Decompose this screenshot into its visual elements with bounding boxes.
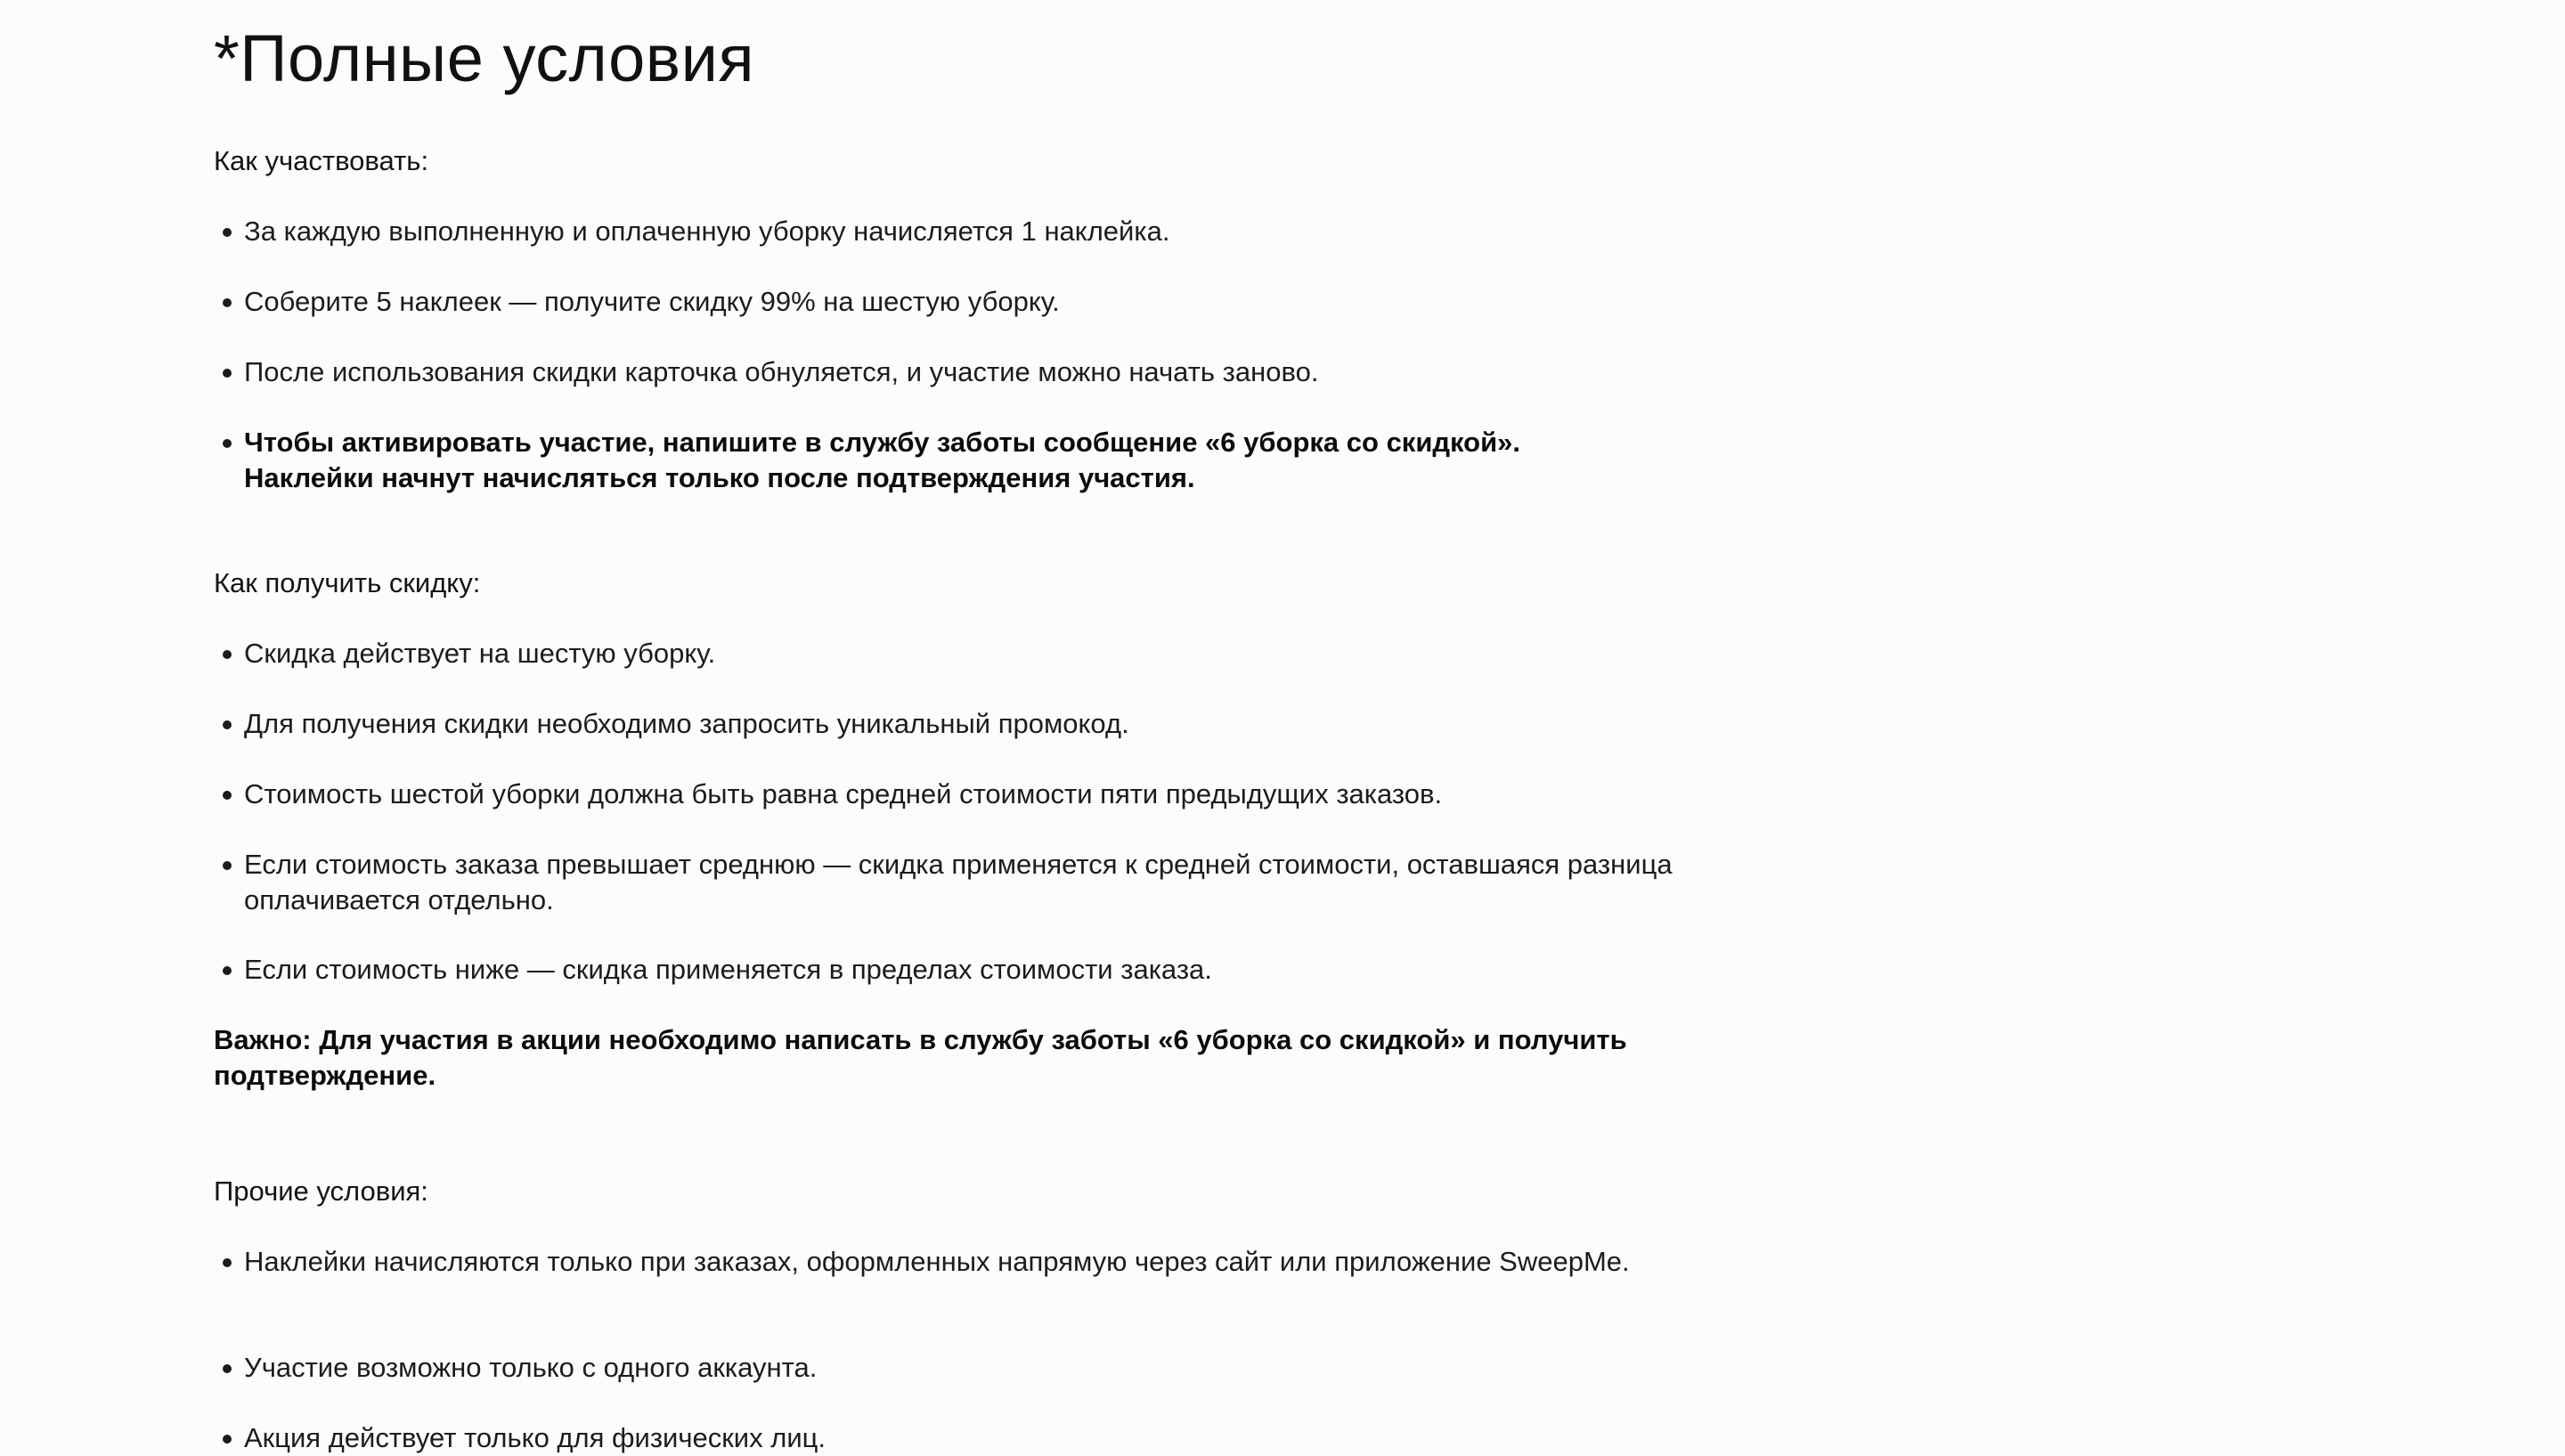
list-item-text: Для получения скидки необходимо запросить уникальный промокод.	[244, 708, 1129, 739]
list-item-text: Акция действует только для физических лиц.	[244, 1422, 826, 1453]
bullet-icon	[223, 1364, 232, 1373]
section-heading-discount: Как получить скидку:	[214, 567, 481, 598]
bullet-icon	[223, 439, 232, 448]
list-item-text: Скидка действует на шестую уборку.	[244, 638, 716, 669]
list-item	[214, 952, 1746, 988]
bullet-icon	[223, 720, 232, 729]
list-item	[214, 1244, 1674, 1280]
list-item-text: За каждую выполненную и оплаченную уборку начисляется 1 наклейка.	[244, 216, 1170, 247]
list-item	[214, 1350, 1746, 1386]
list-item-text: Участие возможно только с одного аккаунта.	[244, 1352, 818, 1383]
bullet-icon	[223, 1258, 232, 1267]
list-item	[214, 847, 1746, 918]
bullet-icon	[223, 369, 232, 378]
list-item-text: Наклейки начисляются только при заказах, оформленных напрямую через сайт или приложение SweepMe.	[244, 1246, 1630, 1277]
list-item-text: Если стоимость заказа превышает среднюю — скидка применяется к средней стоимости, оставшаяся разница оплачивается отдельно.	[244, 849, 1673, 915]
section-heading-other: Прочие условия:	[214, 1175, 428, 1207]
list-item-text: Стоимость шестой уборки должна быть равна средней стоимости пяти предыдущих заказов.	[244, 778, 1443, 809]
list-item	[214, 354, 1746, 390]
bullet-icon	[223, 298, 232, 307]
page-title: *Полные условия	[214, 21, 755, 95]
bullet-icon	[223, 1435, 232, 1444]
list-item-text: Чтобы активировать участие, напишите в службу заботы сообщение «6 уборка со скидкой». Наклейки начнут начисляться только после подтверждения участия.	[244, 427, 1521, 493]
section-heading-participation: Как участвовать:	[214, 145, 429, 176]
bullet-icon	[223, 650, 232, 659]
bullet-icon	[223, 791, 232, 800]
list-item	[214, 636, 1746, 671]
list-item	[214, 706, 1746, 742]
important-note: Важно: Для участия в акции необходимо написать в службу заботы «6 уборка со скидкой» и получить подтверждение.	[214, 1024, 1627, 1091]
bullet-icon	[223, 228, 232, 237]
bullet-icon	[223, 861, 232, 870]
bullet-icon	[223, 966, 232, 975]
list-item-text: После использования скидки карточка обнуляется, и участие можно начать заново.	[244, 356, 1319, 387]
list-item	[214, 777, 1746, 812]
list-item	[214, 1420, 1746, 1456]
list-item-text: Соберите 5 наклеек — получите скидку 99% на шестую уборку.	[244, 286, 1060, 317]
list-item-activation	[214, 425, 1657, 496]
list-item	[214, 214, 1746, 249]
list-item-text: Если стоимость ниже — скидка применяется в пределах стоимости заказа.	[244, 954, 1212, 985]
list-item	[214, 284, 1746, 320]
